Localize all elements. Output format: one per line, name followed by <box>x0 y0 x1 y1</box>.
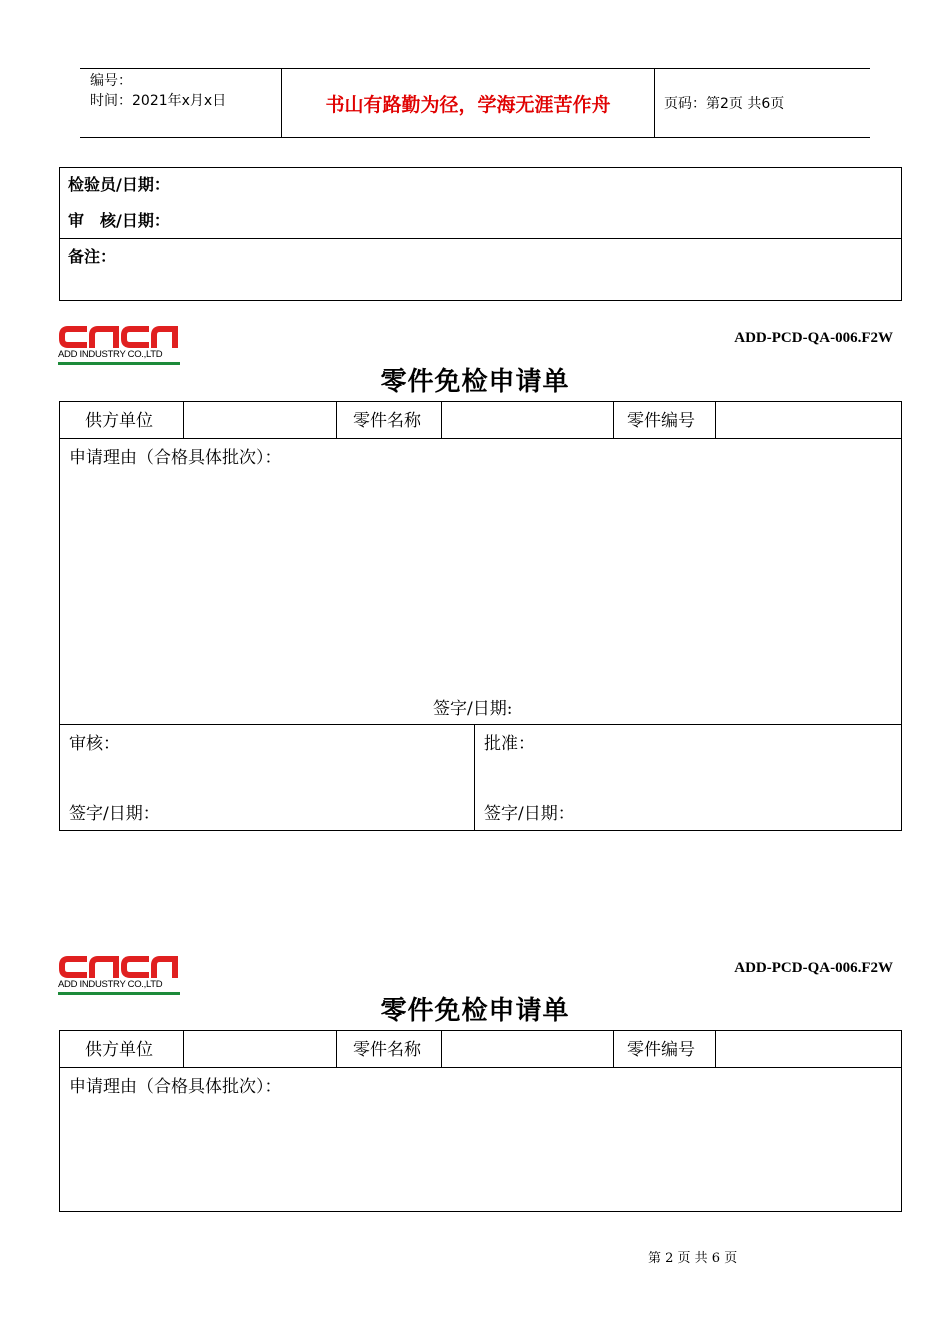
exemption-form-table <box>59 401 902 831</box>
form-title: 零件免检申请单 <box>380 367 570 397</box>
page-header <box>80 68 870 138</box>
part-name-label: 零件名称 <box>353 1040 421 1060</box>
divider <box>613 402 614 438</box>
company-logo-icon <box>58 325 180 349</box>
form-title: 零件免检申请单 <box>380 996 570 1026</box>
header-divider <box>654 69 655 137</box>
reviewer-date-label: 审 核/日期： <box>68 211 170 230</box>
part-number-field[interactable] <box>716 1031 902 1067</box>
inspector-date-label: 检验员/日期： <box>68 175 170 194</box>
supplier-label: 供方单位 <box>85 1040 153 1060</box>
supplier-field[interactable] <box>184 1031 336 1067</box>
header-page-info: 页码：第2页 共6页 <box>664 96 785 112</box>
divider <box>336 1031 337 1067</box>
header-motto: 书山有路勤为径，学海无涯苦作舟 <box>325 93 611 116</box>
divider <box>336 402 337 438</box>
divider <box>60 238 901 239</box>
approve-label: 批准： <box>484 734 535 754</box>
company-logo-icon <box>58 955 180 979</box>
company-name-text: ADD INDUSTRY CO.,LTD <box>58 979 163 990</box>
form-code: ADD-PCD-QA-006.F2W <box>734 960 893 976</box>
form-code: ADD-PCD-QA-006.F2W <box>734 330 893 346</box>
part-number-field[interactable] <box>716 402 902 438</box>
page-footer: 第 2 页 共 6 页 <box>648 1251 738 1266</box>
company-name-text: ADD INDUSTRY CO.,LTD <box>58 349 163 360</box>
part-number-label: 零件编号 <box>627 411 695 431</box>
supplier-label: 供方单位 <box>85 411 153 431</box>
review-label: 审核： <box>69 734 120 754</box>
part-name-label: 零件名称 <box>353 411 421 431</box>
inspection-box <box>59 167 902 301</box>
approve-sign-date-label: 签字/日期： <box>484 804 575 824</box>
divider <box>60 438 901 439</box>
part-number-label: 零件编号 <box>627 1040 695 1060</box>
divider <box>474 724 475 831</box>
document-time-label: 时间：2021年x月x日 <box>90 93 227 109</box>
part-name-field[interactable] <box>442 402 613 438</box>
application-reason-label: 申请理由（合格具体批次）： <box>69 1077 282 1097</box>
review-sign-date-label: 签字/日期： <box>69 804 160 824</box>
exemption-form-table <box>59 1030 902 1212</box>
divider <box>60 724 901 725</box>
divider <box>60 1067 901 1068</box>
divider <box>613 1031 614 1067</box>
document-number-label: 编号： <box>90 73 132 89</box>
supplier-field[interactable] <box>184 402 336 438</box>
header-meta <box>90 71 226 111</box>
application-reason-label: 申请理由（合格具体批次）： <box>69 448 282 468</box>
part-name-field[interactable] <box>442 1031 613 1067</box>
applicant-sign-date-label: 签字/日期: <box>433 699 513 719</box>
remarks-label: 备注： <box>68 247 117 266</box>
